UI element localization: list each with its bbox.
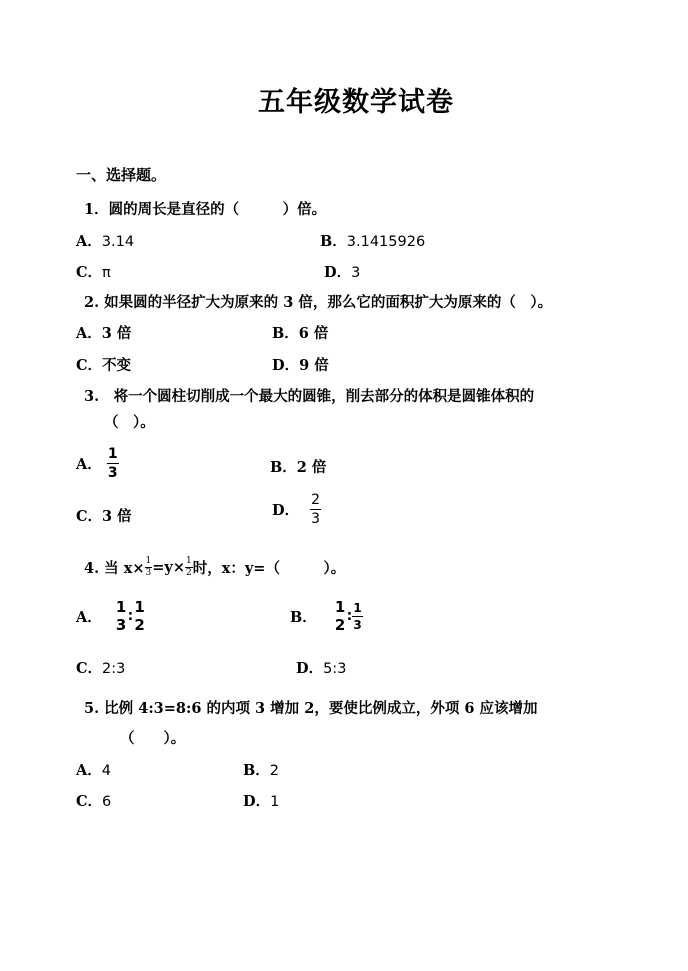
- option-value: 3 倍: [101, 325, 132, 342]
- q4-option-d: [296, 657, 346, 678]
- option-label: D．: [324, 264, 352, 281]
- option-label: B．: [272, 325, 299, 342]
- question-1: 1．圆的周长是直径的（ ）倍。: [84, 201, 327, 218]
- option-value: 不变: [102, 357, 132, 374]
- numerator: 1: [134, 598, 145, 616]
- option-label: A．: [76, 456, 102, 473]
- question-text: 时，x：y=（ ）。: [192, 560, 346, 577]
- numerator: 1: [115, 598, 127, 616]
- question-5-line-2: （ ）。: [120, 730, 186, 747]
- question-text: =y×: [152, 559, 185, 576]
- numerator: 1: [145, 556, 152, 566]
- q5-option-d: [243, 790, 279, 811]
- q5-option-c: [76, 790, 111, 811]
- option-value: 3: [351, 265, 361, 281]
- option-label: B．: [290, 609, 317, 626]
- option-label: C．: [76, 508, 103, 525]
- question-5-line-1: 5. 比例 4:3=8:6 的内项 3 增加 2，要使比例成立，外项 6 应该增加: [84, 700, 538, 717]
- option-value: 9 倍: [299, 357, 329, 374]
- question-text: 4. 当 x×: [84, 560, 145, 577]
- q4-option-c: [76, 657, 125, 678]
- q5-option-a: [76, 759, 111, 780]
- option-label: A．: [76, 762, 102, 779]
- q1-option-a: [76, 230, 134, 251]
- option-label: D．: [296, 660, 324, 677]
- denominator: 3: [145, 568, 152, 578]
- fraction: [352, 602, 362, 631]
- option-value: 3 倍: [102, 508, 132, 525]
- option-value: 3.1415926: [346, 234, 426, 250]
- q2-option-c: [76, 354, 131, 375]
- numerator: 1: [353, 601, 362, 615]
- numerator: 2: [311, 492, 321, 508]
- question-4: [84, 557, 345, 578]
- denominator: 2: [334, 616, 346, 634]
- option-value: π: [102, 265, 111, 281]
- denominator: 2: [134, 616, 145, 634]
- option-label: D．: [272, 357, 300, 374]
- q3-option-b: [270, 456, 326, 477]
- ratio-colon: ∶: [347, 608, 352, 625]
- denominator: 3: [115, 616, 127, 634]
- q1-option-c: [76, 261, 111, 282]
- option-label: D．: [243, 793, 271, 810]
- question-3-line-2: （ ）。: [104, 414, 155, 431]
- option-label: B．: [270, 459, 297, 476]
- fraction: [185, 557, 193, 578]
- q2-option-a: [76, 322, 131, 343]
- option-label: C．: [76, 357, 103, 374]
- q3-option-d: [272, 493, 321, 526]
- denominator: 2: [186, 568, 192, 578]
- q2-option-d: [272, 354, 329, 375]
- fraction: [107, 447, 119, 480]
- q1-option-d: [324, 261, 360, 282]
- fraction: [133, 600, 145, 633]
- fraction: [115, 600, 127, 633]
- option-value: 4: [101, 763, 111, 779]
- q2-option-b: [272, 322, 328, 343]
- option-value: 3.14: [101, 234, 135, 250]
- fraction: [310, 493, 321, 526]
- q5-option-b: [243, 759, 279, 780]
- question-2: 2. 如果圆的半径扩大为原来的 3 倍，那么它的面积扩大为原来的（ ）。: [84, 294, 553, 311]
- ratio-colon: ∶: [128, 608, 133, 625]
- option-label: A．: [76, 609, 102, 626]
- option-label: C．: [76, 660, 103, 677]
- denominator: 3: [107, 465, 118, 481]
- q4-option-a: [76, 600, 146, 633]
- option-label: A．: [76, 325, 102, 342]
- denominator: 3: [353, 618, 362, 632]
- q1-option-b: [320, 230, 425, 251]
- q4-option-b: [290, 600, 363, 633]
- option-value: 2:3: [102, 661, 126, 677]
- numerator: 1: [186, 556, 192, 566]
- option-label: A．: [76, 233, 102, 250]
- option-label: D．: [272, 502, 300, 519]
- denominator: 3: [311, 511, 321, 527]
- option-label: B．: [243, 762, 270, 779]
- option-value: 6: [102, 794, 112, 810]
- numerator: 1: [107, 446, 118, 462]
- numerator: 1: [334, 598, 346, 616]
- option-value: 6 倍: [298, 325, 329, 342]
- option-value: 5:3: [323, 661, 347, 677]
- option-label: C．: [76, 264, 103, 281]
- q3-option-c: [76, 505, 132, 526]
- question-3-line-1: 3. 将一个圆柱切削成一个最大的圆锥，削去部分的体积是圆锥体积的: [84, 388, 535, 405]
- option-value: 2 倍: [296, 459, 327, 476]
- section-heading: 一、选择题。: [76, 166, 167, 184]
- option-value: 1: [270, 794, 280, 810]
- q3-option-a: [76, 447, 119, 480]
- option-value: 2: [269, 763, 279, 779]
- fraction: [334, 600, 346, 633]
- option-label: B．: [320, 233, 347, 250]
- page-title: 五年级数学试卷: [258, 87, 454, 118]
- option-label: C．: [76, 793, 103, 810]
